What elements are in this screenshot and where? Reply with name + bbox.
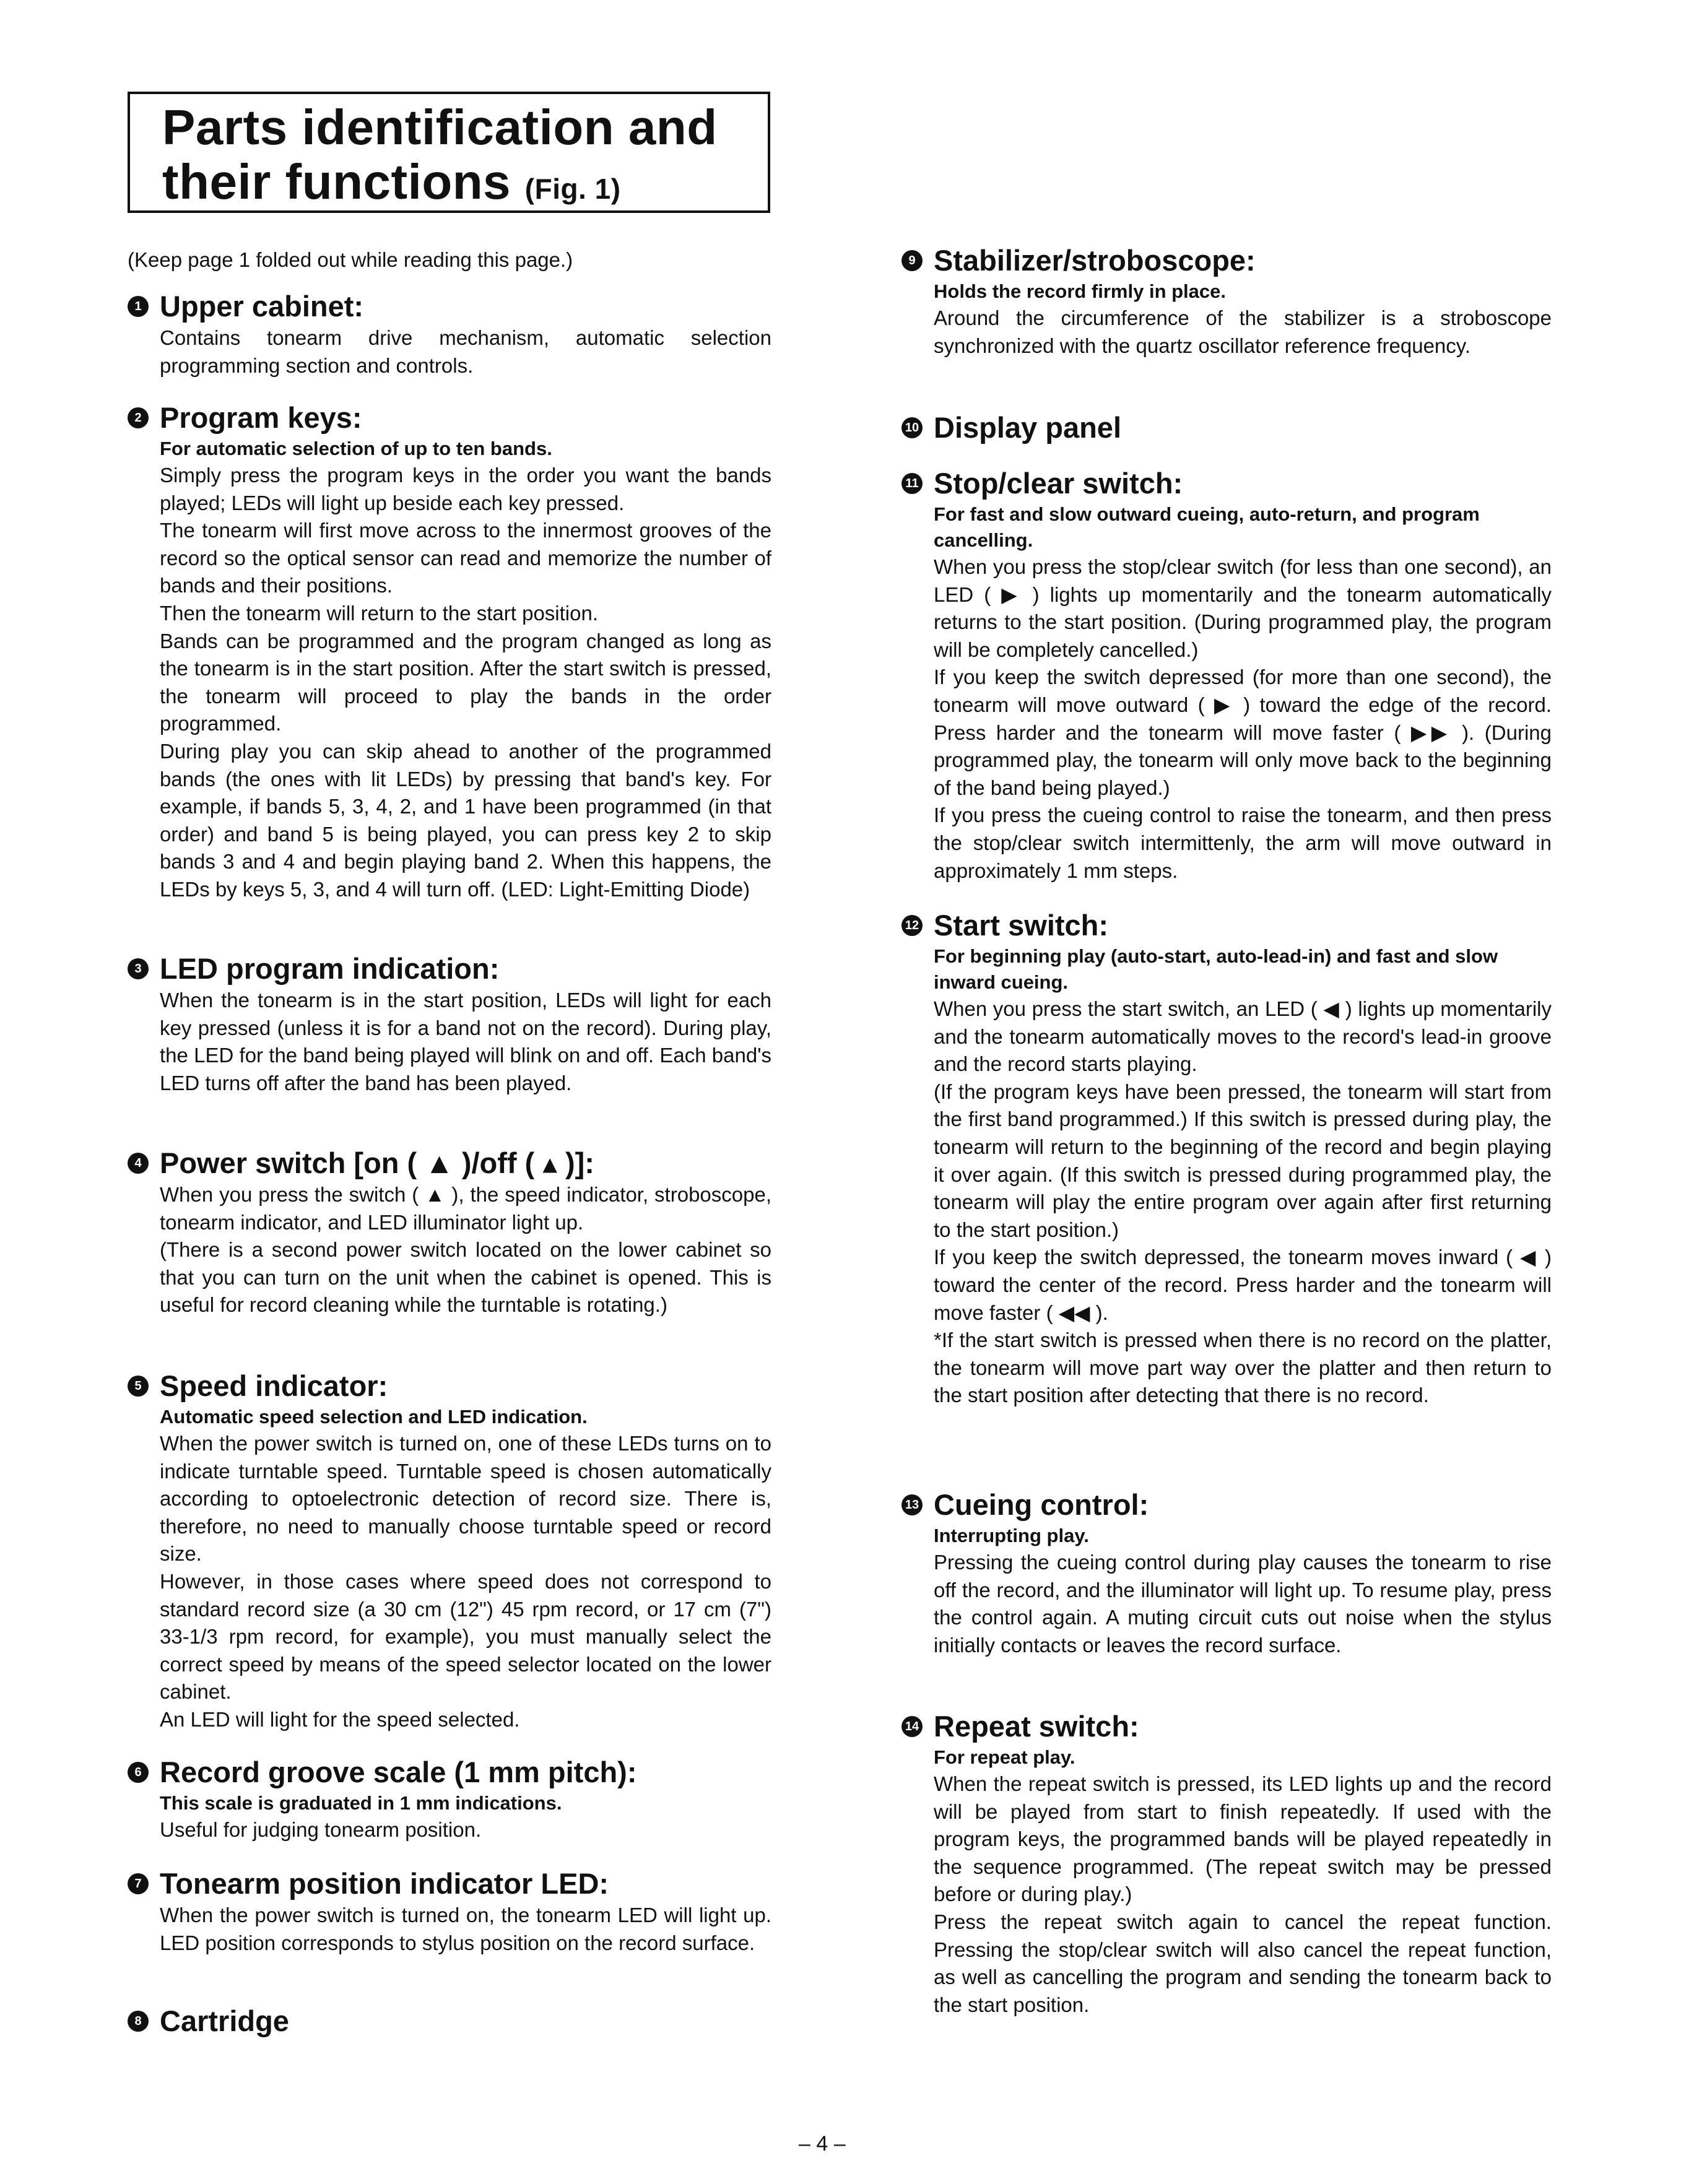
section-repeat-switch bbox=[901, 1709, 1552, 2019]
paragraph: Press the repeat switch again to cancel the repeat function. Pressing the stop/clear switch will also cancel the repeat function, as well as cancelling the program and sending the tonearm back to the start position. bbox=[934, 1910, 1552, 2016]
section-body bbox=[934, 305, 1552, 360]
section-title: Cartridge bbox=[160, 2004, 289, 2037]
section-heading bbox=[128, 1145, 771, 1181]
section-title: Upper cabinet: bbox=[160, 290, 364, 323]
section-title: Repeat switch: bbox=[934, 1710, 1139, 1743]
title-line-2 bbox=[162, 155, 768, 216]
section-body bbox=[160, 1430, 771, 1734]
paragraph: When the power switch is turned on, one of these LEDs turns on to indicate turntable speed. Turntable speed is chosen automatically according to optoelectronic detection of record size. There is, therefore, no need to manually choose turntable speed or record size. bbox=[160, 1432, 771, 1566]
paragraph: When you press the stop/clear switch (for less than one second), an LED ( ▶ ) lights up momentarily and the tonearm automatically returns to the start position. (During programmed play, the program will be completely cancelled.) bbox=[934, 555, 1552, 661]
section-subheading: For repeat play. bbox=[934, 1746, 1075, 1768]
section-subheading: Holds the record firmly in place. bbox=[934, 280, 1227, 302]
section-tonearm-position-led bbox=[128, 1866, 771, 1957]
section-number-badge: 14 bbox=[901, 1716, 923, 1737]
paragraph: (If the program keys have been pressed, the tonearm will start from the first band programmed.) If this switch is pressed during play, the tonearm will return to the beginning of the record and begin playing it over again. (If this switch is pressed during programmed play, the tonearm will play the entire program over again after first returning to the start position.) bbox=[934, 1080, 1552, 1241]
section-cartridge bbox=[128, 2003, 771, 2039]
paragraph: Simply press the program keys in the order you want the bands played; LEDs will light up beside each key pressed. bbox=[160, 464, 771, 514]
section-body bbox=[160, 1181, 771, 1319]
section-power-switch bbox=[128, 1145, 771, 1319]
section-body bbox=[160, 1816, 771, 1844]
section-title: LED program indication: bbox=[160, 952, 500, 985]
section-body bbox=[934, 1549, 1552, 1659]
section-start-switch bbox=[901, 908, 1552, 1410]
section-number-badge: 13 bbox=[901, 1494, 923, 1515]
section-number-badge: 3 bbox=[128, 958, 149, 979]
fold-note: (Keep page 1 folded out while reading this page.) bbox=[128, 248, 573, 271]
section-title: Program keys: bbox=[160, 401, 362, 434]
paragraph: If you keep the switch depressed (for more than one second), the tonearm will move outward ( ▶ ) toward the edge of the record. Press harder and the tonearm will move faster ( ▶▶ ). (During programmed play, the tonearm will only move back to the beginning of the band being played.) bbox=[934, 665, 1552, 799]
section-body bbox=[160, 987, 771, 1097]
paragraph: Pressing the cueing control during play causes the tonearm to rise off the record, and the illuminator will light up. To resume play, press the control again. A muting circuit cuts out noise when the stylus initially contacts or leaves the record surface. bbox=[934, 1551, 1552, 1657]
section-heading bbox=[128, 1754, 771, 1790]
section-number-badge: 6 bbox=[128, 1762, 149, 1783]
section-subheading: For fast and slow outward cueing, auto-return, and program cancelling. bbox=[934, 503, 1480, 551]
paragraph: Contains tonearm drive mechanism, automatic selection programming section and controls. bbox=[160, 326, 771, 377]
section-heading bbox=[901, 1487, 1552, 1523]
page-number: – 4 – bbox=[799, 2132, 846, 2156]
paragraph: Useful for judging tonearm position. bbox=[160, 1818, 482, 1841]
paragraph: Bands can be programmed and the program changed as long as the tonearm is in the start position. After the start switch is pressed, the tonearm will proceed to play the bands in the order programmed. bbox=[160, 629, 771, 735]
paragraph: When you press the switch ( ▲ ), the speed indicator, stroboscope, tonearm indicator, and LED illuminator light up. bbox=[160, 1183, 771, 1234]
section-number-badge: 1 bbox=[128, 296, 149, 317]
section-title: Cueing control: bbox=[934, 1488, 1149, 1521]
section-heading bbox=[128, 951, 771, 987]
section-body bbox=[934, 553, 1552, 885]
paragraph: *If the start switch is pressed when there is no record on the platter, the tonearm will move part way over the platter and then return to the start position after detecting that there is no record. bbox=[934, 1328, 1552, 1407]
section-speed-indicator bbox=[128, 1368, 771, 1734]
paragraph: The tonearm will first move across to the innermost grooves of the record so the optical sensor can read and memorize the number of bands and their positions. bbox=[160, 519, 771, 597]
paragraph: If you press the cueing control to raise the tonearm, and then press the stop/clear switch intermittenly, the arm will move outward in approximately 1 mm steps. bbox=[934, 804, 1552, 882]
section-number-badge: 2 bbox=[128, 407, 149, 428]
title-line-1: Parts identification and bbox=[162, 100, 718, 155]
section-subheading: For beginning play (auto-start, auto-lead-in) and fast and slow inward cueing. bbox=[934, 945, 1498, 993]
paragraph: When you press the start switch, an LED ( ◀ ) lights up momentarily and the tonearm automatically moves to the record's lead-in groove and the record starts playing. bbox=[934, 997, 1552, 1076]
section-led-program-indication bbox=[128, 951, 771, 1097]
section-number-badge: 4 bbox=[128, 1153, 149, 1174]
section-heading bbox=[901, 410, 1552, 446]
section-title: Start switch: bbox=[934, 909, 1109, 942]
section-program-keys bbox=[128, 400, 771, 904]
paragraph: When the tonearm is in the start position, LEDs will light for each key pressed (unless it is for a band not on the record). During play, the LED for the band being played will blink on and off. Each band's LED turns off after the band has been played. bbox=[160, 989, 771, 1094]
section-body bbox=[934, 995, 1552, 1410]
section-heading bbox=[128, 2003, 771, 2039]
section-title: Tonearm position indicator LED: bbox=[160, 1867, 609, 1900]
section-title: Record groove scale (1 mm pitch): bbox=[160, 1756, 637, 1788]
paragraph: However, in those cases where speed does not correspond to standard record size (a 30 cm (12") 45 rpm record, or 17 cm (7") 33-1/3 rpm record, for example), you must manually select the correct speed by means of the speed selector located on the lower cabinet. bbox=[160, 1569, 771, 1704]
section-heading bbox=[128, 1866, 771, 1902]
section-stop-clear-switch bbox=[901, 466, 1552, 885]
section-title: Speed indicator: bbox=[160, 1369, 388, 1402]
section-cueing-control bbox=[901, 1487, 1552, 1659]
section-number-badge: 9 bbox=[901, 250, 923, 271]
paragraph: If you keep the switch depressed, the tonearm moves inward ( ◀ ) toward the center of the record. Press harder and the tonearm will move faster ( ◀◀ ). bbox=[934, 1246, 1552, 1324]
section-subheading: Automatic speed selection and LED indication. bbox=[160, 1406, 588, 1428]
section-upper-cabinet bbox=[128, 288, 771, 379]
section-number-badge: 10 bbox=[901, 417, 923, 438]
section-body bbox=[934, 1770, 1552, 2019]
section-title: Power switch [on ( ▲ )/off ( ▴ )]: bbox=[160, 1146, 594, 1179]
section-title: Display panel bbox=[934, 411, 1121, 444]
section-heading bbox=[128, 288, 771, 324]
section-heading bbox=[901, 908, 1552, 943]
section-subheading: Interrupting play. bbox=[934, 1525, 1089, 1546]
section-heading bbox=[901, 466, 1552, 501]
section-heading bbox=[901, 243, 1552, 279]
section-number-badge: 8 bbox=[128, 2011, 149, 2032]
section-body bbox=[160, 462, 771, 904]
title-line-2-text: their functions bbox=[162, 154, 511, 209]
section-title: Stabilizer/stroboscope: bbox=[934, 244, 1256, 277]
section-stabilizer bbox=[901, 243, 1552, 360]
section-display-panel bbox=[901, 410, 1552, 446]
section-number-badge: 12 bbox=[901, 915, 923, 936]
section-heading bbox=[901, 1709, 1552, 1744]
paragraph: During play you can skip ahead to another of the programmed bands (the ones with lit LEDs) by pressing that band's key. For example, if bands 5, 3, 4, 2, and 1 have been programmed (in that order) and band 5 is being played, you can press key 2 to skip bands 3 and 4 and begin playing band 2. When this happens, the LEDs by keys 5, 3, and 4 will turn off. (LED: Light-Emitting Diode) bbox=[160, 739, 771, 901]
section-subheading: For automatic selection of up to ten bands. bbox=[160, 438, 552, 459]
title-box bbox=[128, 92, 770, 213]
paragraph: When the power switch is turned on, the tonearm LED will light up. LED position corresponds to stylus position on the record surface. bbox=[160, 1904, 771, 1954]
paragraph: When the repeat switch is pressed, its LED lights up and the record will be played from start to finish repeatedly. If used with the program keys, the programmed bands will be played repeatedly in the sequence programmed. (The repeat switch may be pressed before or during play.) bbox=[934, 1772, 1552, 1906]
section-title: Stop/clear switch: bbox=[934, 467, 1183, 500]
section-body bbox=[160, 324, 771, 379]
section-subheading: This scale is graduated in 1 mm indications. bbox=[160, 1792, 562, 1814]
section-number-badge: 7 bbox=[128, 1873, 149, 1894]
title-fig-ref: (Fig. 1) bbox=[524, 173, 621, 205]
paragraph: Around the circumference of the stabilizer is a stroboscope synchronized with the quartz oscillator reference frequency. bbox=[934, 306, 1552, 357]
section-heading bbox=[128, 1368, 771, 1404]
paragraph: (There is a second power switch located on the lower cabinet so that you can turn on the unit when the cabinet is opened. This is useful for record cleaning while the turntable is rotating.) bbox=[160, 1238, 771, 1317]
section-number-badge: 11 bbox=[901, 473, 923, 494]
paragraph: Then the tonearm will return to the start position. bbox=[160, 601, 599, 625]
section-number-badge: 5 bbox=[128, 1376, 149, 1397]
section-record-groove-scale bbox=[128, 1754, 771, 1844]
section-body bbox=[160, 1902, 771, 1957]
paragraph: An LED will light for the speed selected. bbox=[160, 1707, 520, 1731]
section-heading bbox=[128, 400, 771, 436]
